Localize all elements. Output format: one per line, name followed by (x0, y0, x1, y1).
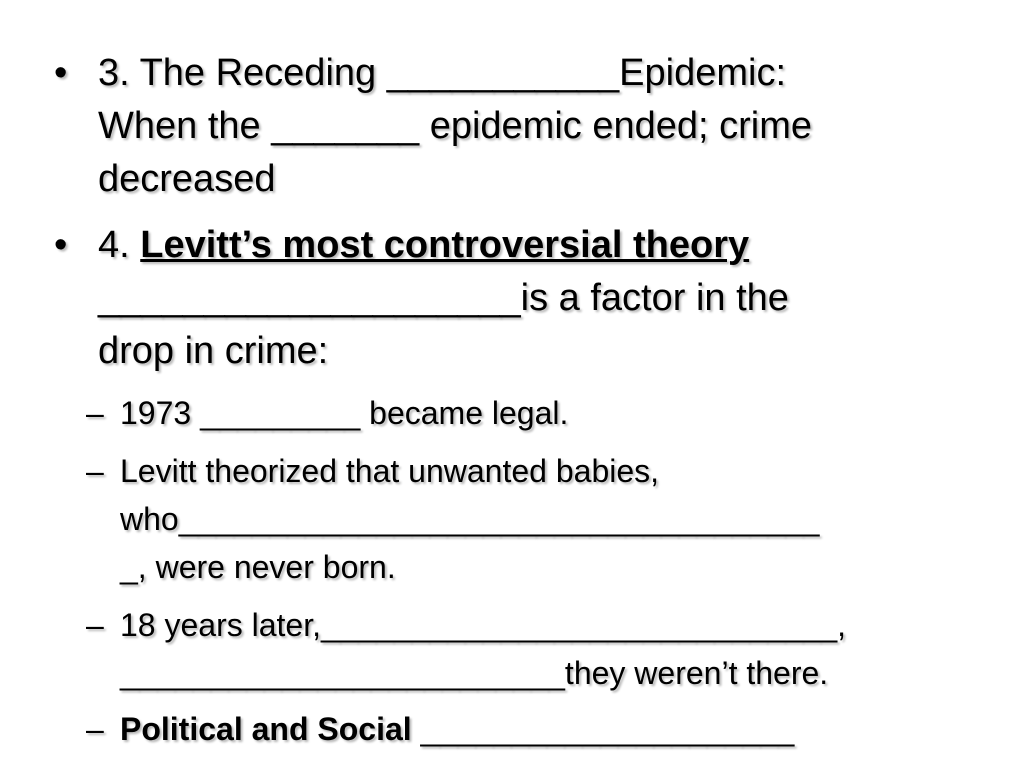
item-3-line-3: decreased (98, 158, 276, 200)
item-4-number: 4. (98, 224, 141, 266)
sub-item-3-line-2: _________________________they weren’t there. (120, 655, 829, 691)
sub-item-2-line-3: _, were never born. (120, 549, 396, 585)
item-4-title: Levitt’s most controversial theory (140, 224, 750, 266)
sub-item-4-line-1 (120, 705, 990, 753)
sub-item-4-label: Political and Social (120, 711, 412, 747)
dash-icon: – (86, 395, 104, 431)
sub-item-3-line-1: 18 years later,_____________________________, (120, 607, 846, 643)
bullet-icon: • (54, 52, 68, 94)
item-3-line-2: When the _______ epidemic ended; crime (98, 105, 813, 147)
item-3-line-1: 3. The Receding ___________Epidemic: (98, 52, 787, 94)
bullet-icon: • (54, 224, 68, 266)
dash-icon: – (86, 453, 104, 489)
sub-item-2-line-1: Levitt theorized that unwanted babies, (120, 453, 660, 489)
item-4-line-3: drop in crime: (98, 330, 329, 372)
item-4-line-2: ____________________is a factor in the (98, 277, 789, 319)
sub-item-1-line-1: 1973 _________ became legal. (120, 395, 569, 431)
sub-item-2-line-2: who____________________________________ (120, 501, 820, 537)
item-4-line-1 (98, 219, 978, 272)
sub-item-4-blank: _____________________ (411, 711, 795, 747)
dash-icon: – (86, 607, 104, 643)
dash-icon: – (86, 711, 104, 747)
